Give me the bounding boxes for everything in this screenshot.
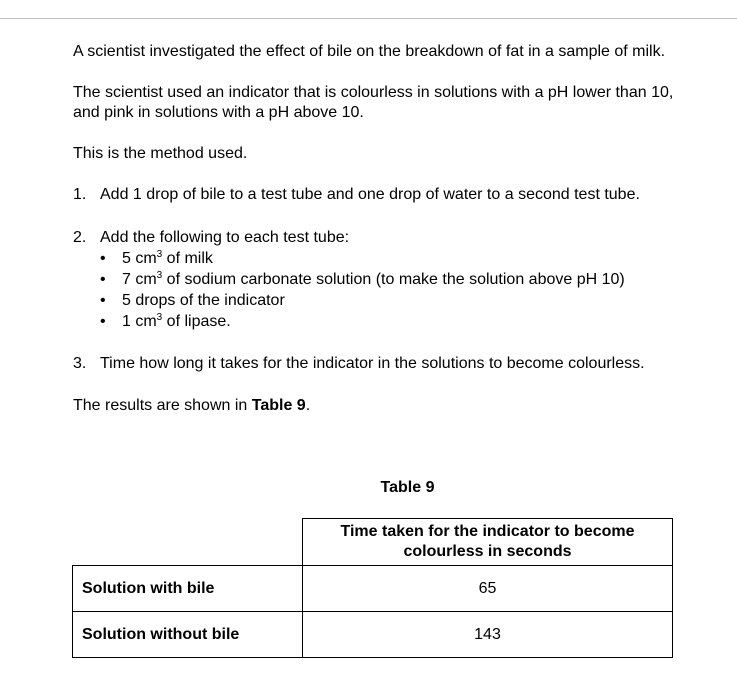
item-superscript: 3 — [156, 312, 163, 323]
list-item — [100, 290, 625, 311]
method-intro: This is the method used. — [73, 145, 248, 162]
step-2-text: Add the following to each test tube: — [100, 229, 350, 246]
step-1-number: 1. — [73, 186, 87, 203]
row-label-with-bile: Solution with bile — [72, 565, 303, 612]
indicator-text-line2: and pink in solutions with a pH above 10. — [73, 104, 364, 121]
step-2-number: 2. — [73, 229, 87, 246]
list-item — [100, 269, 625, 290]
item-superscript: 3 — [156, 270, 163, 281]
results-text — [73, 396, 310, 416]
bullet-icon: • — [100, 292, 106, 309]
indicator-text-line1: The scientist used an indicator that is colourless in solutions with a pH lower than 10, — [73, 84, 674, 101]
item-suffix: of milk — [162, 250, 213, 267]
table-title: Table 9 — [380, 479, 435, 496]
item-prefix: 5 cm — [122, 250, 157, 267]
bullet-icon: • — [100, 250, 106, 267]
results-suffix: . — [305, 397, 311, 414]
item-prefix: 7 cm — [122, 271, 157, 288]
row-value-with-bile: 65 — [302, 565, 673, 612]
item-superscript: 3 — [156, 249, 163, 260]
step-1 — [73, 185, 640, 205]
step-2 — [73, 228, 349, 248]
ingredient-list — [100, 248, 625, 332]
results-prefix: The results are shown in — [73, 397, 252, 414]
bullet-icon: • — [100, 271, 106, 288]
row-value-without-bile: 143 — [302, 611, 673, 658]
table-reference: Table 9 — [251, 397, 306, 414]
bullet-icon: • — [100, 313, 106, 330]
step-3-text: Time how long it takes for the indicator in the solutions to become colourless. — [100, 355, 645, 372]
item-suffix: of lipase. — [162, 313, 231, 330]
step-3 — [73, 354, 645, 374]
item-prefix: 5 drops of the indicator — [122, 292, 285, 309]
list-item — [100, 311, 625, 332]
top-divider — [0, 18, 737, 19]
header-line-1: Time taken for the indicator to become — [340, 523, 635, 540]
row-label-without-bile: Solution without bile — [72, 611, 303, 658]
table-column-header — [302, 518, 673, 566]
list-item — [100, 248, 625, 269]
step-1-text: Add 1 drop of bile to a test tube and one drop of water to a second test tube. — [100, 186, 640, 203]
item-suffix: of sodium carbonate solution (to make the solution above pH 10) — [162, 271, 625, 288]
step-3-number: 3. — [73, 355, 87, 372]
item-prefix: 1 cm — [122, 313, 157, 330]
intro-text: A scientist investigated the effect of bile on the breakdown of fat in a sample of milk. — [73, 43, 666, 60]
header-line-2: colourless in seconds — [403, 543, 572, 560]
